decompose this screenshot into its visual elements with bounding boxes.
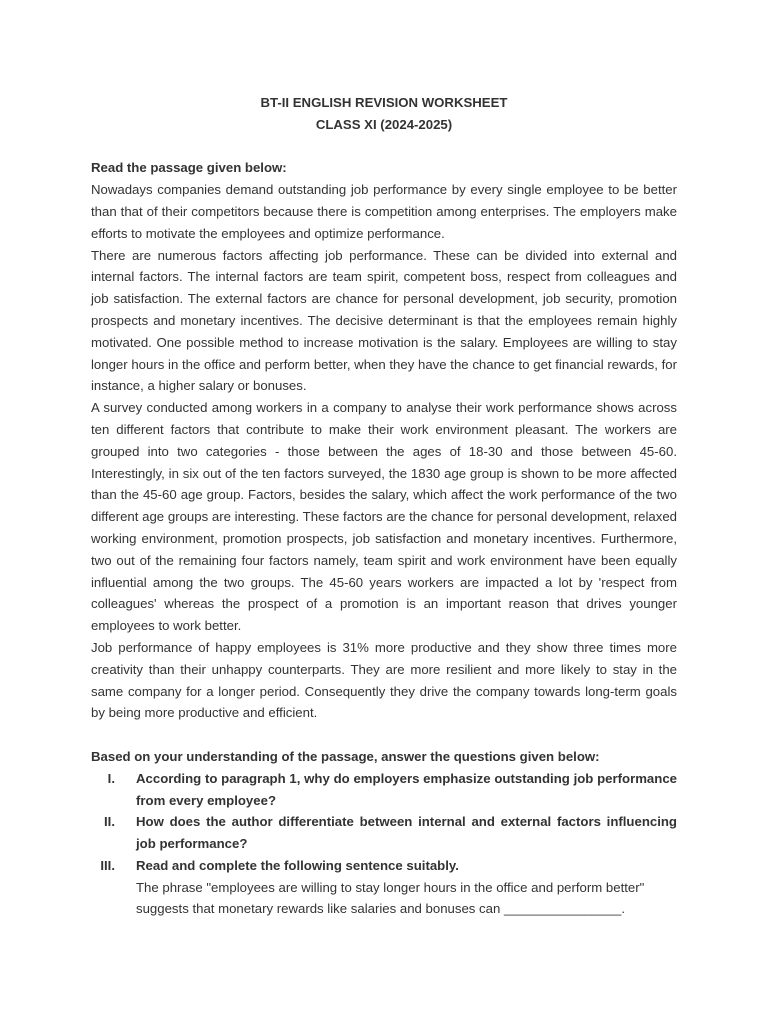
question-item-1 — [91, 768, 677, 812]
question-text: According to paragraph 1, why do employers emphasize outstanding job performance from every employee? — [136, 770, 677, 808]
questions-instruction: Based on your understanding of the passage, answer the questions given below: — [91, 748, 600, 764]
question-number: I. — [107, 770, 115, 786]
spacer — [91, 136, 677, 158]
passage-paragraph-1: Nowadays companies demand outstanding job performance by every single employee to be better than that of their competitors because there is competition among enterprises. The employers make efforts to motivate the employees and optimize performance. — [91, 182, 677, 241]
question-item-3 — [91, 855, 677, 920]
class-subtitle: CLASS XI (2024-2025) — [315, 116, 453, 132]
worksheet-title: BT-II ENGLISH REVISION WORKSHEET — [260, 95, 508, 110]
question-list — [91, 768, 677, 921]
question-item-2 — [91, 811, 677, 855]
passage-instruction: Read the passage given below: — [91, 160, 287, 176]
worksheet-page — [91, 92, 677, 920]
passage-paragraph-3: A survey conducted among workers in a company to analyse their work performance shows across ten different factors that contribute to make their work environment pleasant. The workers are grouped into two categories - those between the ages of 18-30 and those between 45-60. Interestingly, in six out of the ten factors surveyed, the 1830 age group is shown to be more affected than the 45-60 age group. Factors, besides the salary, which affect the work performance of the two different age groups are interesting. These factors are the chance for personal development, relaxed working environment, promotion prospects, job satisfaction and monetary incentives. Furthermore, two out of the remaining four factors namely, team spirit and work environment have been equally influential among the two groups. The 45-60 years workers are impacted a lot by 'respect from colleagues' whereas the prospect of a promotion is an important reason that drives younger employees to work better. — [91, 400, 677, 634]
question-text: Read and complete the following sentence suitably. — [136, 857, 459, 873]
passage-paragraph-4: Job performance of happy employees is 31% more productive and they show three times more creativity than their unhappy counterparts. They are more resilient and more likely to stay in the same company for a longer period. Consequently they drive the company towards long-term goals by being more productive and efficient. — [91, 639, 677, 721]
question-number: III. — [100, 857, 115, 873]
question-number: II. — [104, 814, 115, 830]
question-text: How does the author differentiate between internal and external factors influencing job performance? — [136, 814, 677, 852]
passage-paragraph-2: There are numerous factors affecting job performance. These can be divided into external and internal factors. The internal factors are team spirit, competent boss, respect from colleagues and job satisfaction. The external factors are chance for personal development, job security, promotion prospects and monetary incentives. The decisive determinant is that the employees remain highly motivated. One possible method to increase motivation is the salary. Employees are willing to stay longer hours in the office and perform better, when they have the chance to get financial rewards, for instance, a higher salary or bonuses. — [91, 247, 677, 394]
spacer — [91, 724, 677, 746]
question-sentence-completion: The phrase "employees are willing to stay longer hours in the office and perform better" suggests that monetary rewards like salaries and bonuses can ________________. — [136, 879, 645, 917]
